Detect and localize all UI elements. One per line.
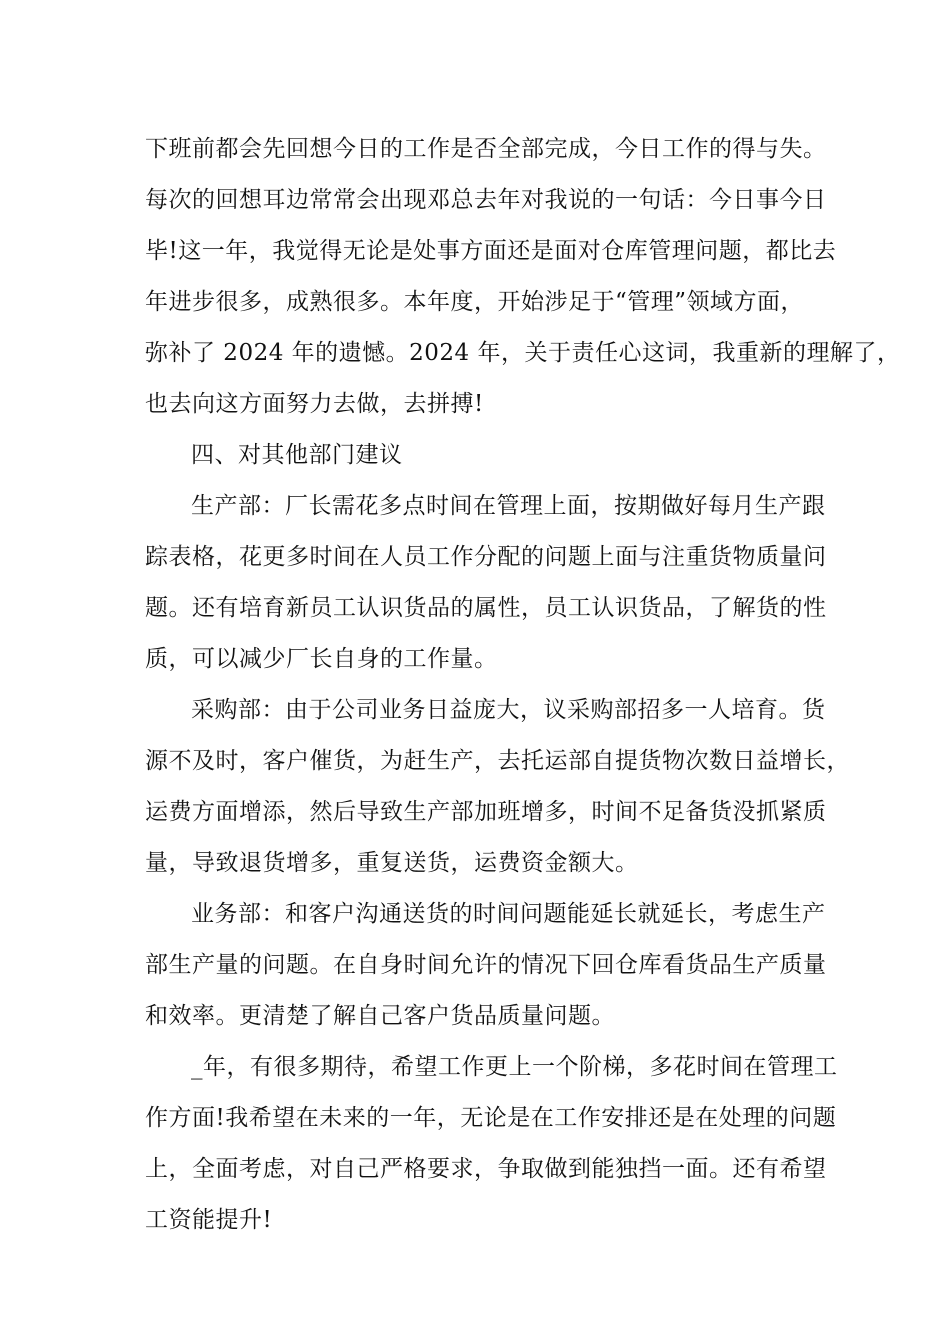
text-line: 工资能提升!	[145, 1207, 273, 1233]
text-line: 业务部：和客户沟通送货的时间问题能延长就延长，考虑生产	[191, 901, 826, 927]
text-line: 和效率。更清楚了解自己客户货品质量问题。	[145, 1003, 615, 1029]
text-line: 年进步很多，成熟很多。本年度，开始涉足于“管理”领域方面，	[145, 289, 805, 315]
text-line: 作方面!我希望在未来的一年，无论是在工作安排还是在处理的问题	[145, 1105, 837, 1131]
text-line: 源不及时，客户催货，为赶生产，去托运部自提货物次数日益增长，	[145, 748, 850, 774]
text-line: 量，导致退货增多，重复送货，运费资金额大。	[145, 850, 639, 876]
text-line: 下班前都会先回想今日的工作是否全部完成，今日工作的得与失。	[145, 136, 827, 162]
text-line: 生产部：厂长需花多点时间在管理上面，按期做好每月生产跟	[191, 493, 826, 519]
text-line: 运费方面增添，然后导致生产部加班增多，时间不足备货没抓紧质	[145, 799, 827, 825]
text-line: 采购部：由于公司业务日益庞大，议采购部招多一人培育。货	[191, 697, 826, 723]
text-line: 质，可以减少厂长自身的工作量。	[145, 646, 498, 672]
text-line: _年，有很多期待，希望工作更上一个阶梯，多花时间在管理工	[191, 1054, 838, 1080]
text-line: 毕!这一年，我觉得无论是处事方面还是面对仓库管理问题，都比去	[145, 238, 837, 264]
text-line: 踪表格，花更多时间在人员工作分配的问题上面与注重货物质量问	[145, 544, 827, 570]
text-line: 弥补了 2024 年的遗憾。2024 年，关于责任心这词，我重新的理解了，	[145, 340, 901, 366]
text-line: 每次的回想耳边常常会出现邓总去年对我说的一句话：今日事今日	[145, 187, 827, 213]
section-heading: 四、对其他部门建议	[191, 442, 403, 468]
text-line: 也去向这方面努力去做，去拼搏!	[145, 391, 484, 417]
text-line: 部生产量的问题。在自身时间允许的情况下回仓库看货品生产质量	[145, 952, 827, 978]
text-line: 题。还有培育新员工认识货品的属性，员工认识货品，了解货的性	[145, 595, 827, 621]
text-line: 上，全面考虑，对自己严格要求，争取做到能独挡一面。还有希望	[145, 1156, 827, 1182]
